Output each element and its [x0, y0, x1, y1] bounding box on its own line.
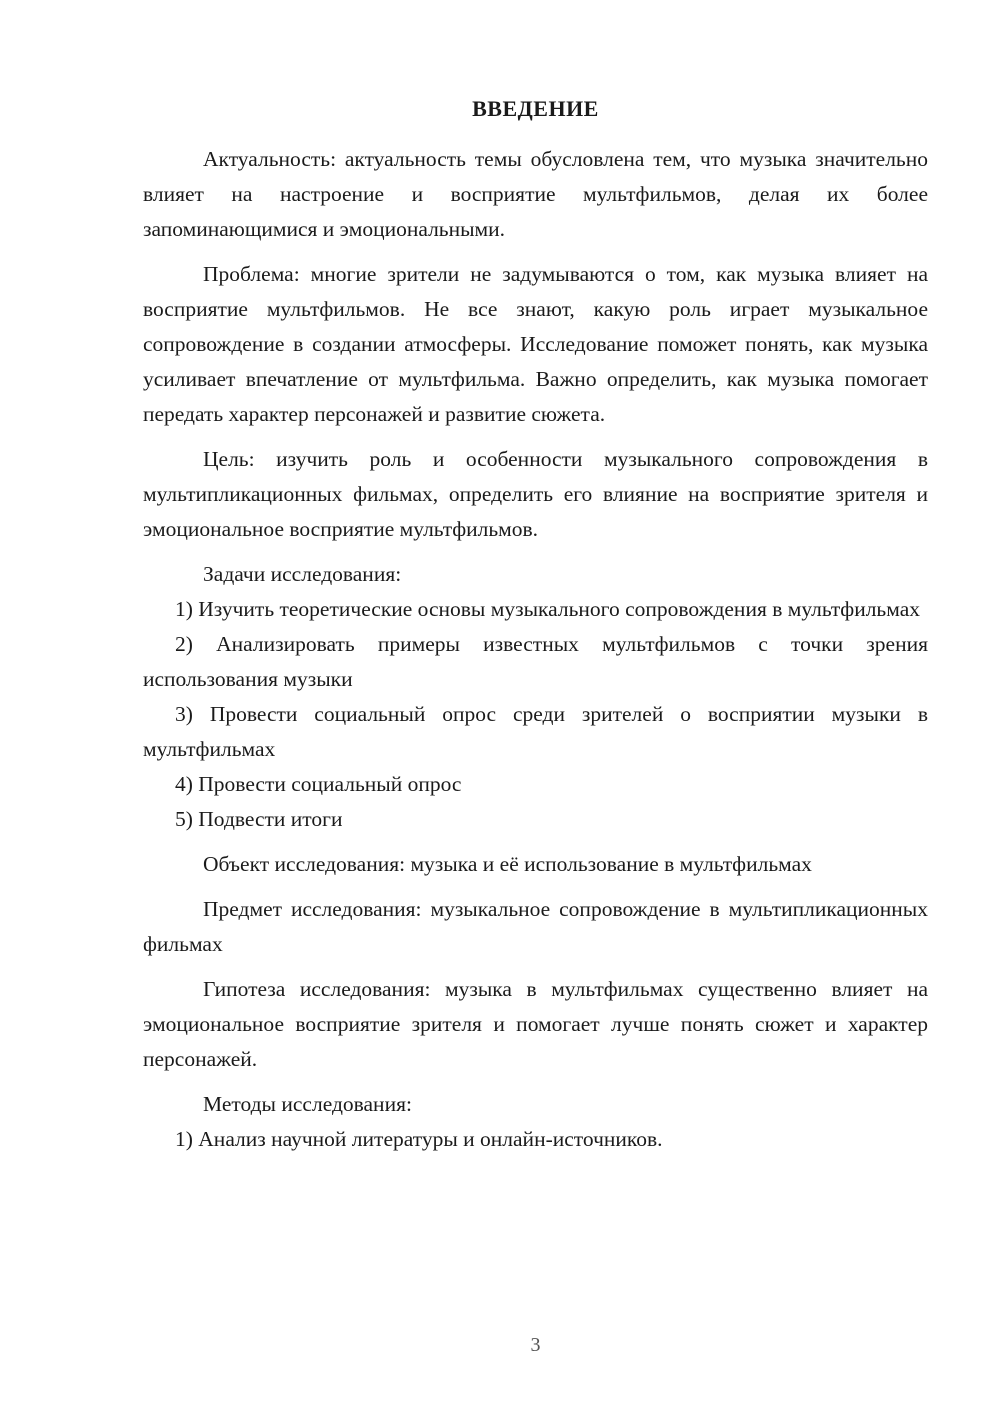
goal-paragraph: Цель: изучить роль и особенности музыкального сопровождения в мультипликационных фильмах, определить его влияние на восприятие зрителя и эмоциональное восприятие мультфильмов. — [143, 447, 928, 541]
task-item-2: 2) Анализировать примеры известных мультфильмов с точки зрения использования музыки — [143, 632, 928, 691]
task-item-4: 4) Провести социальный опрос — [175, 772, 462, 796]
section-title: ВВЕДЕНИЕ — [472, 96, 599, 121]
task-item-3: 3) Провести социальный опрос среди зрителей о восприятии музыки в мультфильмах — [143, 702, 928, 761]
page-number: 3 — [530, 1334, 541, 1356]
method-item-1: 1) Анализ научной литературы и онлайн-источников. — [175, 1127, 663, 1151]
research-hypothesis: Гипотеза исследования: музыка в мультфильмах существенно влияет на эмоциональное восприятие зрителя и помогает лучше понять сюжет и характер персонажей. — [143, 977, 928, 1071]
problem-paragraph: Проблема: многие зрители не задумываются о том, как музыка влияет на восприятие мультфильмов. Не все знают, какую роль играет музыкальное сопровождение в создании атмосферы. Исследование поможет понять, как музыка усиливает впечатление от мультфильма. Важно определить, как музыка помогает передать характер персонажей и развитие сюжета. — [143, 262, 928, 426]
research-subject: Предмет исследования: музыкальное сопровождение в мультипликационных фильмах — [143, 897, 928, 956]
task-item-1: 1) Изучить теоретические основы музыкального сопровождения в мультфильмах — [175, 597, 920, 621]
research-object: Объект исследования: музыка и её использование в мультфильмах — [203, 852, 812, 876]
relevance-paragraph: Актуальность: актуальность темы обусловлена тем, что музыка значительно влияет на настроение и восприятие мультфильмов, делая их более запоминающимися и эмоциональными. — [143, 147, 928, 241]
document-body — [143, 142, 928, 1157]
tasks-heading: Задачи исследования: — [203, 562, 402, 586]
task-item-5: 5) Подвести итоги — [175, 807, 343, 831]
methods-heading: Методы исследования: — [203, 1092, 412, 1116]
